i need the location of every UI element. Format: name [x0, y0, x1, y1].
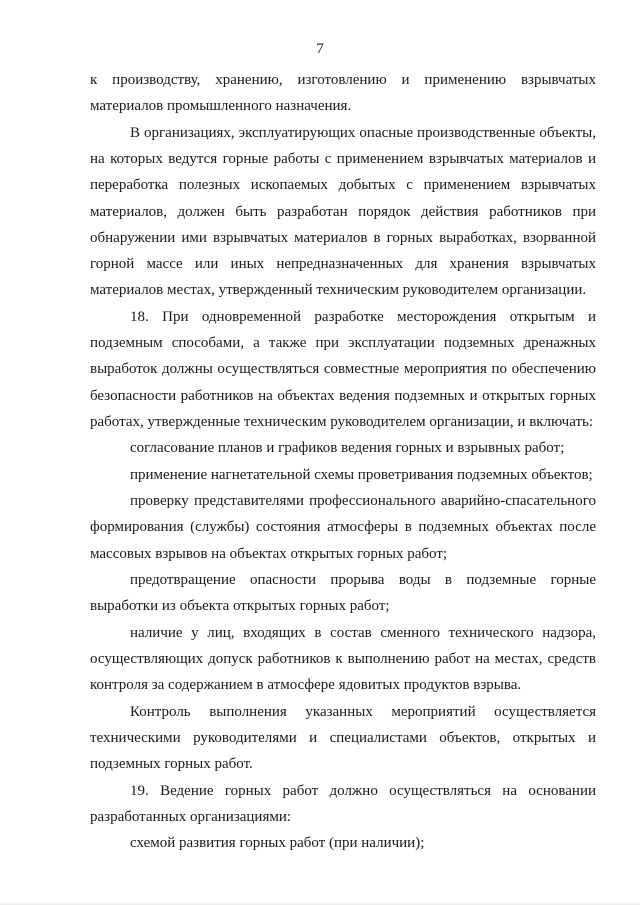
text-line: обнаружении ими взрывчатых материалов в горных выработках, взорванной [90, 230, 596, 246]
text-line: контроля за содержанием в атмосфере ядовитых продуктов взрыва. [90, 677, 522, 693]
text-line: безопасности работников на объектах ведения подземных и открытых горных [90, 388, 596, 404]
text-line: подземных горных работ. [90, 756, 253, 772]
text-line: материалов, должен быть разработан порядок действия работников при [90, 204, 596, 220]
list-item: согласование планов и графиков ведения горных и взрывных работ; [130, 440, 565, 456]
text-line: разработанных организациями: [90, 809, 292, 825]
text-line: 18. При одновременной разработке месторождения открытым и [130, 309, 596, 325]
page-number: 7 [316, 41, 324, 57]
text-line: осуществляющих допуск работников к выполнению работ на местах, средств [90, 651, 596, 667]
text-line: выработки из объекта открытых горных работ; [90, 598, 390, 614]
text-line: Контроль выполнения указанных мероприятий осуществляется [130, 704, 596, 720]
text-line: выработок должны осуществляться совместные мероприятия по обеспечению [90, 361, 596, 377]
text-line: на которых ведутся горные работы с применением взрывчатых материалов и [90, 151, 596, 167]
list-item: предотвращение опасности прорыва воды в подземные горные [130, 572, 596, 588]
text-line: формирования (службы) состояния атмосферы в подземных объектах после [90, 519, 596, 535]
list-item: применение нагнетательной схемы проветривания подземных объектов; [130, 467, 593, 483]
text-line: горной массе или иных непредназначенных для хранения взрывчатых [90, 256, 596, 272]
text-line: техническими руководителями и специалистами объектов, открытых и [90, 730, 596, 746]
text-line: материалов местах, утвержденный техническим руководителем организации. [90, 282, 587, 298]
text-line: работах, утвержденные техническим руководителем организации, и включать: [90, 414, 594, 430]
list-item: схемой развития горных работ (при наличии); [130, 835, 425, 851]
text-line: массовых взрывов на объектах открытых горных работ; [90, 546, 448, 562]
text-line: переработка полезных ископаемых добытых с применением взрывчатых [90, 177, 596, 193]
text-line: подземным способами, а также при эксплуатации подземных дренажных [90, 335, 596, 351]
list-item: проверку представителями профессионального аварийно-спасательного [130, 493, 596, 509]
list-item: наличие у лиц, входящих в состав сменного технического надзора, [130, 625, 596, 641]
text-line: 19. Ведение горных работ должно осуществляться на основании [130, 783, 596, 799]
text-line: материалов промышленного назначения. [90, 98, 352, 114]
text-line: к производству, хранению, изготовлению и применению взрывчатых [90, 72, 596, 88]
text-line: В организациях, эксплуатирующих опасные производственные объекты, [130, 125, 596, 141]
